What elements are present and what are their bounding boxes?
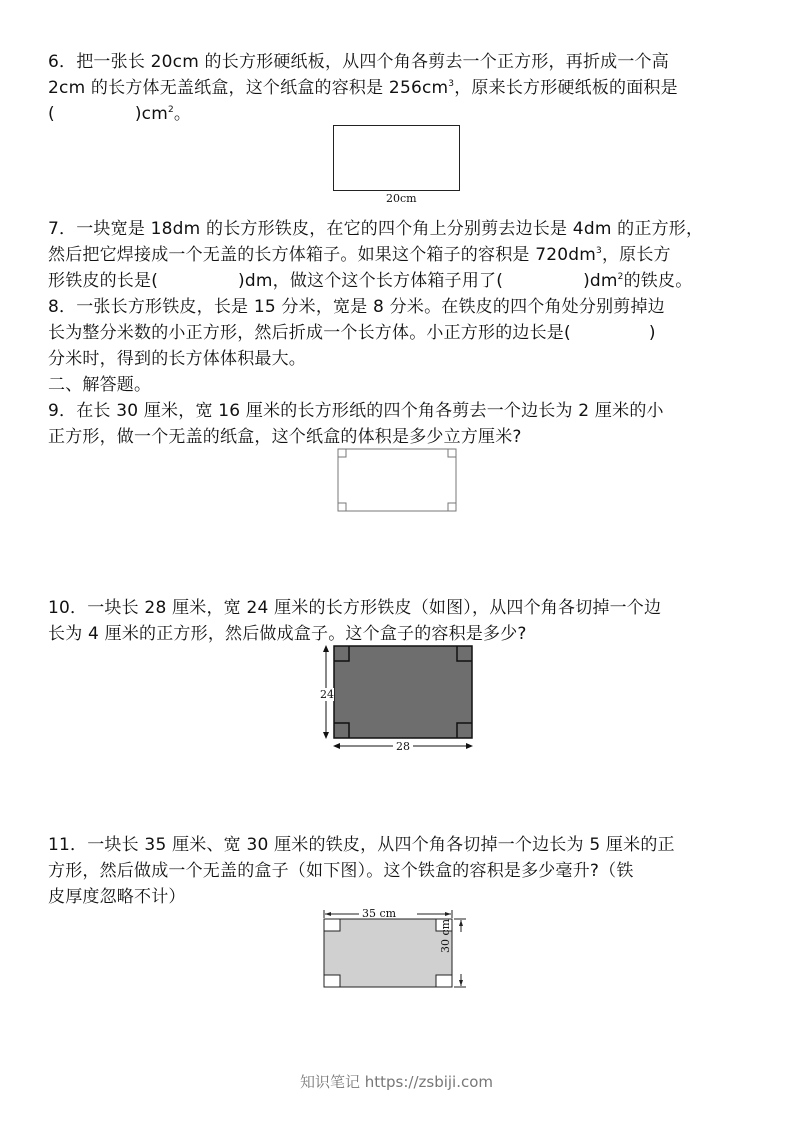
q9-rectangle-figure	[337, 448, 459, 514]
q9-line-2: 正方形，做一个无盖的纸盒，这个纸盒的体积是多少立方厘米?	[48, 427, 522, 447]
q6-text: 2cm 的长方体无盖纸盒，这个纸盒的容积是 256cm	[48, 78, 449, 98]
q11-width-label: 35 cm	[362, 907, 397, 920]
q11-line-2: 方形，然后做成一个无盖的盒子（如下图）。这个铁盒的容积是多少毫升?（铁	[48, 861, 634, 881]
q10-line-1: 10．一块长 28 厘米，宽 24 厘米的长方形铁皮（如图），从四个角各切掉一个边	[48, 598, 662, 618]
page-footer-watermark: 知识笔记 https://zsbiji.com	[299, 1073, 494, 1091]
q9-line-1: 9．在长 30 厘米，宽 16 厘米的长方形纸的四个角各剪去一个边长为 2 厘米的小	[48, 401, 664, 421]
q6-text: 。	[173, 104, 192, 124]
q8-line-3: 分米时，得到的长方体体积最大。	[48, 349, 306, 369]
q7-line-3	[48, 270, 692, 292]
q6-line-2	[48, 77, 678, 99]
q8-line-1: 8．一张长方形铁皮，长是 15 分米，宽是 8 分米。在铁皮的四个角处分别剪掉边	[48, 297, 665, 317]
q6-line-1: 6．把一张长 20cm 的长方形硬纸板，从四个角各剪去一个正方形，再折成一个高	[48, 52, 669, 72]
q11-line-1: 11．一块长 35 厘米、宽 30 厘米的铁皮，从四个角各切掉一个边长为 5 厘米的正	[48, 835, 675, 855]
section-heading: 二、解答题。	[48, 375, 152, 395]
q7-line-2	[48, 244, 671, 266]
q7-text: 形铁皮的长是(	[48, 271, 159, 291]
q8-text: 长为整分米数的小正方形，然后折成一个长方体。小正方形的边长是(	[48, 323, 571, 343]
q7-text: )dm，做这个这个长方体箱子用了(	[238, 271, 504, 291]
q7-text: 的铁皮。	[623, 271, 693, 291]
q7-superscript: 3	[596, 246, 602, 256]
q10-sheet-fill	[334, 646, 472, 738]
q6-superscript: 3	[448, 79, 455, 89]
q11-sheet-figure	[318, 906, 478, 996]
q8-text: )	[648, 323, 656, 343]
q7-text: 然后把它焊接成一个无盖的长方体箱子。如果这个箱子的容积是 720dm	[48, 245, 597, 265]
q11-sheet-fill	[324, 919, 452, 987]
q6-superscript: 2	[167, 105, 174, 115]
q11-line-3: 皮厚度忽略不计）	[48, 887, 186, 907]
q8-line-2	[48, 322, 656, 344]
q7-text: ，原长方	[601, 245, 671, 265]
answer-blank-close: )cm	[134, 104, 168, 124]
q7-line-1: 7．一块宽是 18dm 的长方形铁皮，在它的四个角上分别剪去边长是 4dm 的正方形，	[48, 219, 704, 239]
q6-line-3	[48, 103, 191, 125]
answer-blank-open: (	[48, 104, 55, 124]
q7-superscript: 2	[617, 272, 624, 282]
q10-line-2: 长为 4 厘米的正方形，然后做成盒子。这个盒子的容积是多少?	[48, 624, 527, 644]
q6-figure-label: 20cm	[386, 192, 417, 205]
q6-text: ，原来长方形硬纸板的面积是	[454, 78, 678, 98]
q10-height-label: 24	[320, 688, 334, 701]
q7-text: )dm	[583, 271, 618, 291]
q10-width-label: 28	[393, 740, 413, 753]
q11-height-label: 30 cm	[439, 918, 452, 953]
